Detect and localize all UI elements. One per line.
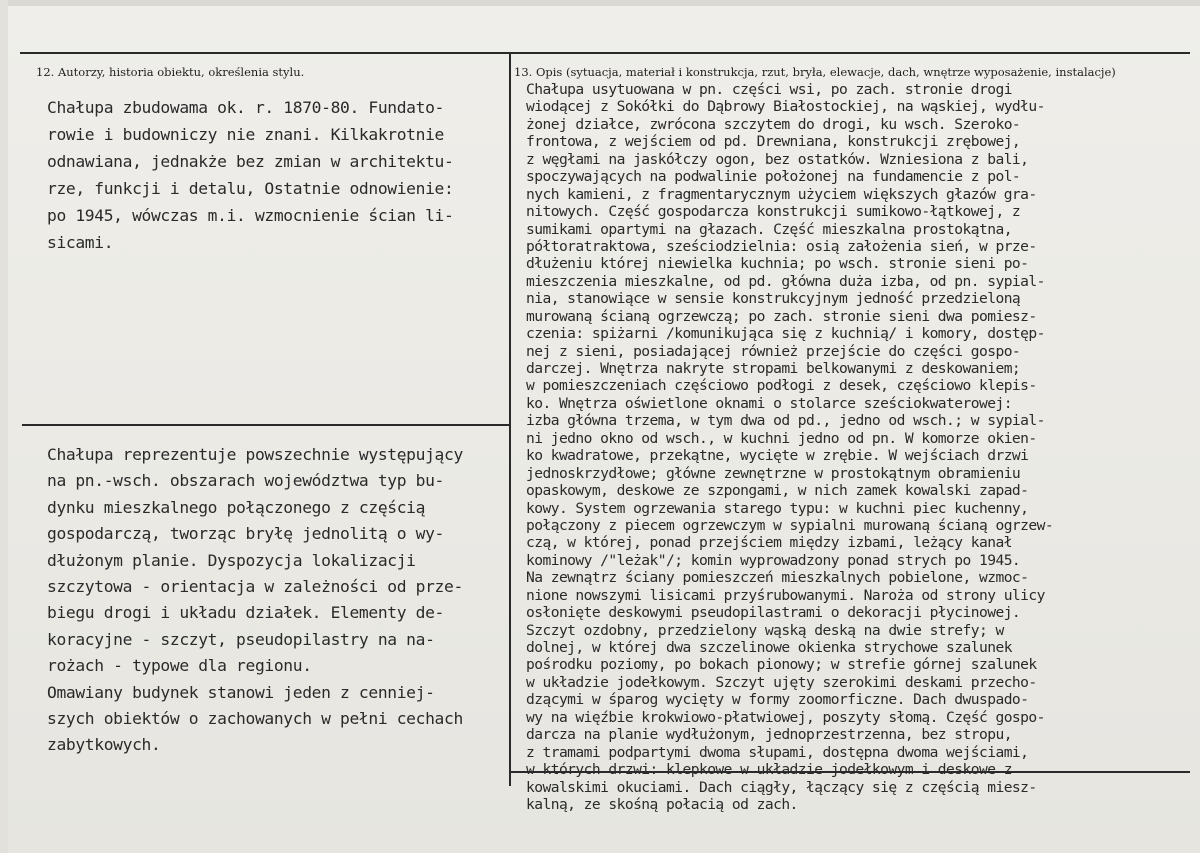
text-line: opaskowym, deskowe ze szpongami, w nich zamek kowalski zapad- (526, 482, 1029, 500)
text-line: darcza na planie wydłużonym, jednoprzestrzenna, bez stropu, (526, 726, 1012, 744)
text-line: dolnej, w której dwa szczelinowe okienka strychowe szalunek (526, 639, 1012, 656)
text-line: ko. Wnętrza oświetlone oknami o stolarce sześciokwaterowej: (526, 394, 1012, 412)
text-line: nia, stanowiące w sensie konstrukcyjnym jedność przedzieloną (526, 290, 1021, 308)
text-line: szych obiektów o zachowanych w pełni cechach (47, 708, 463, 728)
text-line: dłużonym planie. Dyspozycja lokalizacji (47, 550, 416, 570)
text-line: biegu drogi i układu działek. Elementy de- (47, 603, 444, 623)
description-text (526, 81, 1053, 813)
style-assessment-text (47, 442, 463, 759)
text-line: nitowych. Część gospodarcza konstrukcji sumikowo-łątkowej, z (526, 203, 1021, 221)
text-line: odnawiana, jednakże bez zmian w architektu- (47, 152, 454, 171)
text-line: w pomieszczeniach częściowo podłogi z desek, częściowo klepis- (526, 377, 1037, 395)
text-line: ni jedno okno od wsch., w kuchni jedno od pn. W komorze okien- (526, 429, 1037, 447)
text-line: osłonięte deskowymi pseudopilastrami o dekoracji płycinowej. (526, 604, 1021, 622)
column-divider (509, 52, 511, 786)
card-left-edge (0, 0, 8, 853)
left-middle-rule (22, 424, 510, 426)
text-line: kowalskimi okuciami. Dach ciągły, łączący się z częścią miesz- (526, 778, 1037, 796)
text-line: dzącymi w śparog wycięty w formy zoomorficzne. Dach dwuspado- (526, 691, 1029, 709)
text-line: z węgłami na jaskółczy ogon, bez ostatków. Wzniesiona z bali, (526, 150, 1029, 168)
text-line: Chałupa zbudowama ok. r. 1870-80. Fundato- (47, 98, 444, 117)
text-line: półtoratraktowa, sześciodzielnia: osią założenia sień, w prze- (526, 237, 1037, 255)
text-line: żonej działce, zwrócona szczytem do drogi, ku wsch. Szeroko- (526, 115, 1021, 133)
text-line: wiodącej z Sokółki do Dąbrowy Białostockiej, na wąskiej, wydłu- (526, 98, 1045, 116)
text-line: nione nowszymi lisicami przyśrubowanymi. Naroża od strony ulicy (526, 586, 1045, 604)
text-line: na pn.-wsch. obszarach województwa typ bu- (47, 471, 444, 491)
text-line: nych kamieni, z fragmentarycznym użyciem większych głazów gra- (526, 185, 1037, 203)
text-line: dynku mieszkalnego połączonego z częścią (47, 497, 426, 517)
card-top-edge (0, 0, 1200, 6)
text-line: spoczywających na podwalinie położonej na fundamencie z pol- (526, 168, 1021, 186)
text-line: nej z sieni, posiadającej również przejście do części gospo- (526, 342, 1021, 360)
text-line: rożach - typowe dla regionu. (47, 656, 312, 676)
text-line: jednoskrzydłowe; główne zewnętrzne w prostokątnym obramieniu (526, 464, 1021, 482)
text-line: połączony z piecem ogrzewczym w sypialni murowaną ścianą ogrzew- (526, 516, 1054, 534)
text-line: rze, funkcji i detalu, Ostatnie odnowienie: (47, 179, 454, 198)
text-line: rowie i budowniczy nie znani. Kilkakrotnie (47, 125, 444, 144)
text-line: czenia: spiżarni /komunikująca się z kuchnią/ i komory, dostęp- (526, 325, 1045, 343)
text-line: po 1945, wówczas m.i. wzmocnienie ścian li- (47, 206, 454, 225)
text-line: izba główna trzema, w tym dwa od pd., jedno od wsch.; w sypial- (526, 412, 1045, 430)
text-line: murowaną ścianą ogrzewczą; po zach. stronie sieni dwa pomiesz- (526, 307, 1037, 325)
text-line: Omawiany budynek stanowi jeden z cenniej- (47, 682, 435, 702)
text-line: dłużeniu której niewielka kuchnia; po wsch. stronie sieni po- (526, 255, 1029, 273)
text-line: w których drzwi: klepkowe w układzie jodełkowym i deskowe z (526, 761, 1012, 779)
text-line: pośrodku poziomy, po bokach pionowy; w strefie górnej szalunek (526, 656, 1037, 674)
text-line: w układzie jodełkowym. Szczyt ujęty szerokimi deskami przecho- (526, 673, 1037, 691)
text-line: ko kwadratowe, przekątne, wycięte w zrębie. W wejściach drzwi (526, 447, 1029, 465)
field-13-header: 13. Opis (sytuacja, materiał i konstrukcja, rzut, bryła, elewacje, dach, wnętrze wyposażenie, instalacje) (514, 65, 1116, 79)
text-line: Na zewnątrz ściany pomieszczeń mieszkalnych pobielone, wzmoc- (526, 569, 1029, 587)
text-line: Chałupa usytuowana w pn. części wsi, po zach. stronie drogi (526, 81, 1012, 98)
history-text (47, 94, 453, 256)
text-line: kalną, ze skośną połacią od zach. (526, 795, 798, 813)
text-line: darczej. Wnętrza nakryte stropami belkowanymi z deskowaniem; (526, 360, 1021, 377)
text-line: z tramami podpartymi dwoma słupami, dostępna dwoma wejściami, (526, 743, 1029, 761)
text-line: Szczyt ozdobny, przedzielony wąską deską na dwie strefy; w (526, 621, 1004, 639)
text-line: zabytkowych. (47, 735, 161, 755)
text-line: szczytowa - orientacja w zależności od prze- (47, 576, 463, 596)
text-line: kominowy /"leżak"/; komin wyprowadzony ponad strych po 1945. (526, 551, 1021, 569)
text-line: czą, w której, ponad przejściem między izbami, leżący kanał (526, 534, 1012, 552)
field-12-header: 12. Autorzy, historia obiektu, określenia stylu. (36, 65, 305, 79)
text-line: gospodarczą, tworząc bryłę jednolitą o wy- (47, 524, 444, 544)
text-line: sumikami opartymi na głazach. Część mieszkalna prostokątna, (526, 220, 1012, 238)
text-line: mieszczenia mieszkalne, od pd. główna duża izba, od pn. sypial- (526, 272, 1045, 290)
text-line: koracyjne - szczyt, pseudopilastry na na- (47, 629, 435, 649)
top-rule (20, 52, 1190, 54)
text-line: sicami. (47, 233, 114, 252)
text-line: wy na więźbie krokwiowo-płatwiowej, poszyty słomą. Część gospo- (526, 708, 1045, 726)
text-line: frontowa, z wejściem od pd. Drewniana, konstrukcji zrębowej, (526, 133, 1021, 151)
text-line: kowy. System ogrzewania starego typu: w kuchni piec kuchenny, (526, 499, 1029, 517)
text-line: Chałupa reprezentuje powszechnie występujący (47, 445, 463, 464)
